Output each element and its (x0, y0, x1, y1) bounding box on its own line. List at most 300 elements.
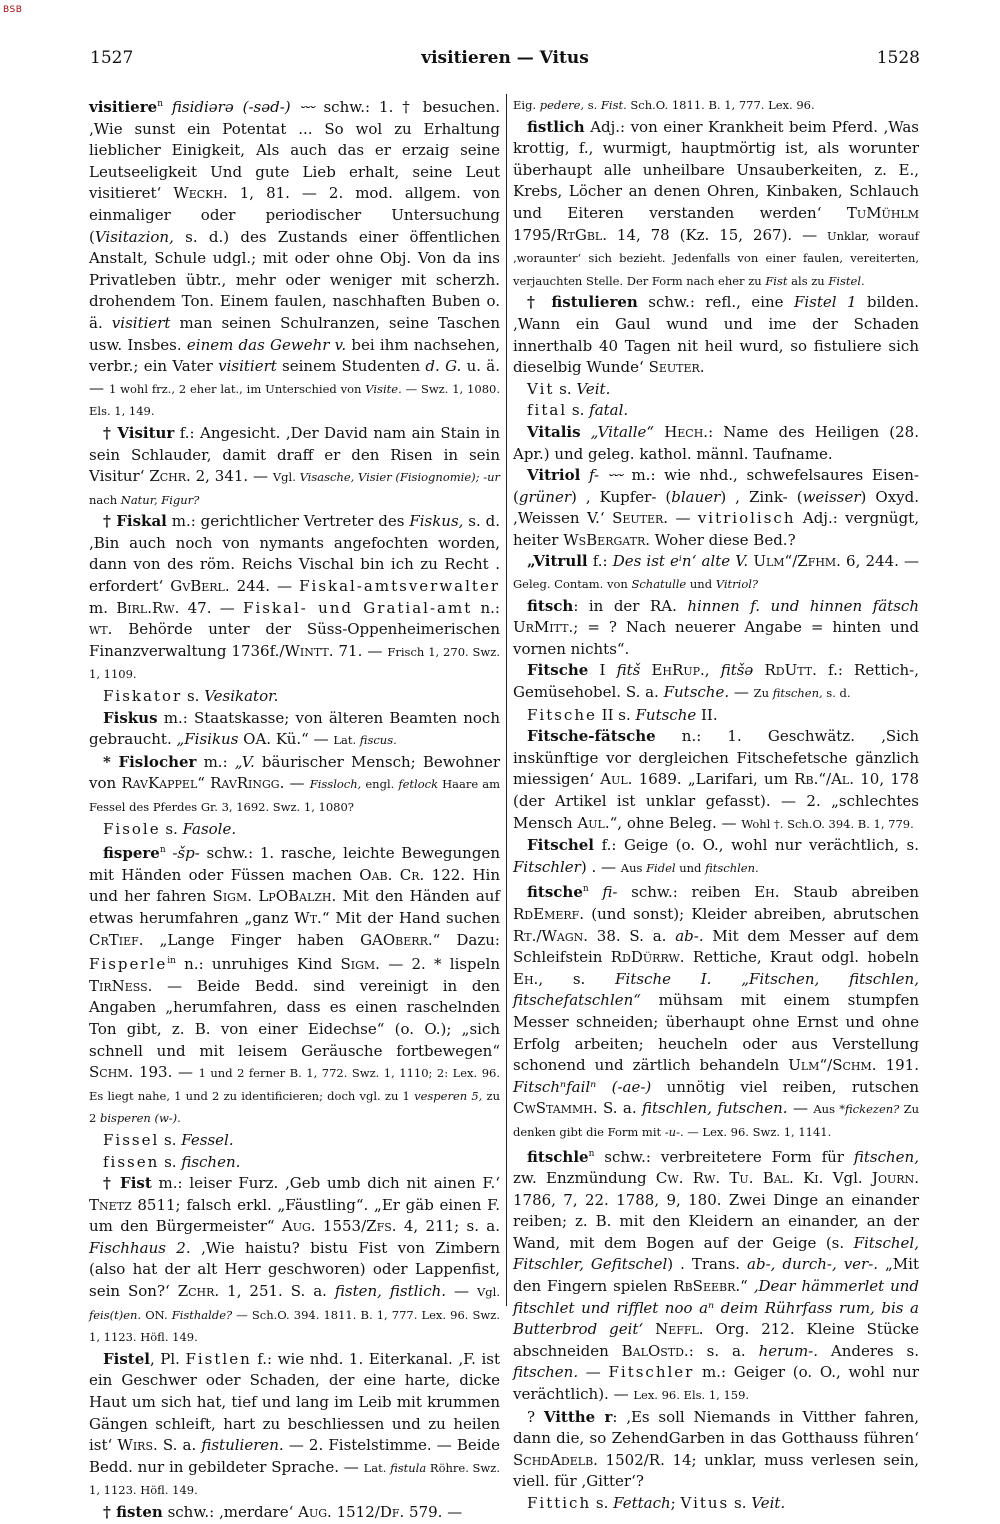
entry-text: “/ (819, 1056, 833, 1075)
entry-text: — 2. * lispeln (379, 955, 500, 974)
entry-text: Röhre. Swz. 1, 1123. Höfl. 149. (89, 1460, 500, 1498)
entry-text: — (668, 509, 698, 528)
entry-text: Journ. (872, 1169, 919, 1188)
entry-text: pedere, (539, 98, 585, 112)
entry-text: Fitsche I. (615, 969, 712, 988)
entry-text: fetlock (398, 777, 439, 792)
entry-text: Schatulle (631, 577, 687, 592)
entry-text: einem das Gewehr v. (186, 335, 347, 354)
entry-text: ab-. (675, 926, 704, 945)
entry-text: Fischhaus 2. (89, 1238, 191, 1257)
entry-text: Zu (753, 686, 773, 701)
entry-text: 6, 244. — (840, 552, 919, 571)
entry-headword: fitsch (527, 596, 574, 615)
entry-text: fistula (390, 1460, 427, 1475)
dictionary-entry (513, 292, 919, 378)
entry-text: , Pl. (149, 1349, 186, 1368)
entry-text: Veit. (576, 379, 611, 398)
entry-text: Mit dem Messer auf dem Schleifstein (513, 926, 919, 967)
entry-text: blauer (671, 487, 721, 506)
entry-headword: fitschle (527, 1147, 589, 1166)
entry-text: fatal. (589, 401, 629, 420)
entry-text: Eh. (754, 883, 780, 902)
entry-text: Vit (527, 379, 555, 398)
entry-text: s. d.) des Zustands einer öffentlichen Anstalt, Schule udgl.; mit oder ohne Obj. Von da ins Privatleben übtr., mehr oder weniger mit scherzh. drohendem Ton. Einem faulen, naschhaften Buben o. ä. (89, 227, 500, 332)
entry-text: Fistlen (185, 1349, 252, 1368)
entry-text: 47. — (179, 598, 244, 617)
dictionary-entry (513, 400, 919, 422)
entry-headword: Fitsche-fätsche (527, 727, 656, 746)
entry-text: Vgl. (476, 1285, 500, 1300)
dictionary-entry (513, 1407, 919, 1493)
entry-text: Ulm (788, 1056, 820, 1075)
entry-text: Fiskal- und Gratial-amt (243, 598, 473, 617)
entry-text: Fist. (600, 98, 627, 112)
entry-text: f- ⏑⏑⏑ (589, 466, 623, 485)
entry-text: und (675, 860, 706, 875)
entry-text: Oab. Cr. (359, 865, 425, 884)
entry-text: Vgl. (272, 470, 300, 485)
entry-text: ) , Kupfer- ( (571, 487, 672, 506)
entry-text: ) Oxyd. ‚Weissen V.‘ (513, 487, 919, 528)
entry-text: 191. (876, 1056, 919, 1075)
entry-text: f.: (587, 552, 613, 571)
entry-text: Fissloch, (309, 777, 362, 792)
entry-text: fischen. (181, 1152, 241, 1171)
entry-text: visitiert (111, 313, 171, 332)
entry-text: fisten, fistlich. (334, 1282, 447, 1301)
entry-text: 8511; falsch erkl. „Fäustling“. „Er gäb einen F. um den Bürgermeister“ (89, 1195, 500, 1236)
entry-text: und (686, 577, 716, 592)
entry-text: fitšə (720, 661, 754, 680)
entry-text: s. (159, 1152, 182, 1171)
entry-text: Fiskator (103, 687, 183, 706)
entry-text: bäurischer Mensch; Bewohner von (89, 752, 500, 793)
entry-text: 1689. „Larifari, um (632, 770, 795, 789)
dictionary-entry (513, 705, 919, 727)
entry-text: Adj.: von einer Krankheit beim Pferd. ‚Was krottig, f., wurmigt, hauptmörtig ist, als worunter überhaupt alle unheilbare Unsauberkeiten, z. E., Krebs, Löcher an denen Ohren, Kinbaken, Schlauch und Eiteren verstanden werden‘ (513, 117, 919, 222)
dictionary-entry (89, 1349, 500, 1502)
entry-text: Birl.Rw. (116, 598, 180, 617)
dictionary-entry (89, 686, 500, 708)
right-column (513, 94, 919, 1515)
entry-text: s. (182, 687, 205, 706)
entry-text: , s. (538, 969, 616, 988)
dictionary-entry (513, 94, 919, 117)
entry-text: fital (527, 401, 568, 420)
entry-text: ? (527, 1407, 544, 1426)
entry-text: s. (567, 401, 590, 420)
entry-text: — 2. Fistelstimme. — Beide Bedd. nur in gebildeter Sprache. — (89, 1436, 500, 1476)
entry-text: 1502/R. 14; unklar, muss verlesen sein, viell. für ‚Gitter‘? (513, 1450, 919, 1491)
entry-text: Zfhm. (797, 552, 841, 571)
entry-text: ; (670, 1494, 681, 1512)
entry-text: — (787, 1099, 814, 1118)
entry-text: TuMühlm (846, 203, 919, 222)
entry-text: Mit den Händen auf etwas herumfahren „ganz (89, 887, 500, 927)
entry-text: f.: Geige (o. O., wohl nur verächtlich, s. (594, 836, 919, 855)
entry-headword: † Fist (103, 1174, 152, 1193)
entry-text: II s. (596, 705, 636, 724)
entry-text: „Vitalle“ (590, 422, 655, 441)
entry-text: Wohl †. Sch.O. 394. B. 1, 779. (741, 816, 914, 831)
entry-text (581, 423, 591, 441)
entry-text: Vitriol? (715, 577, 759, 592)
entry-text: Ulm (753, 552, 785, 571)
entry-text: ) . Trans. (667, 1255, 748, 1274)
entry-text (654, 423, 664, 441)
entry-text: schw.: ‚merdare‘ (162, 1503, 299, 1521)
entry-text: fitschen. (513, 1363, 579, 1382)
entry-text (163, 98, 172, 116)
entry-text: Natur, Figur? (120, 492, 200, 507)
dictionary-entry (89, 1152, 500, 1174)
entry-text: s. (160, 819, 183, 838)
entry-text: s. (584, 98, 601, 112)
superscript: in (167, 956, 176, 967)
dictionary-entry (89, 1502, 500, 1524)
entry-text: TirNess. (89, 976, 153, 995)
dictionary-entry (513, 879, 919, 1143)
entry-text: Seuter. (648, 358, 705, 377)
entry-text: GvBerl. (170, 577, 230, 596)
entry-text: “ (740, 1277, 754, 1296)
entry-text: 1 wohl frz., 2 eher lat., im Unterschied von (108, 381, 366, 396)
entry-text: seinem Studenten (276, 357, 426, 376)
entry-headword: * Fislocher (103, 752, 197, 771)
entry-text: Fistel 1 (793, 293, 857, 312)
entry-text: Fessel. (181, 1130, 234, 1149)
entry-text: Lat. (333, 733, 360, 748)
entry-text: man seinen Schulranzen, seine Taschen usw. Insbes. (89, 313, 500, 354)
entry-text: 38. S. a. (588, 926, 676, 945)
entry-text: Aul. (600, 770, 633, 789)
entry-text: Des ist eⁱn‘ alte V. (612, 552, 749, 571)
entry-text: engl. (361, 777, 399, 792)
dictionary-entry (513, 726, 919, 835)
dictionary-entry (89, 752, 500, 819)
entry-text: “/ (818, 770, 832, 789)
entry-text: Al. (831, 770, 854, 789)
entry-text: Fisole (103, 819, 161, 838)
entry-text: schw.: 1. † besuchen. ‚Wie sunst ein Potentat ... So wol zu Erhaltung lieblicher Einigkeit, Als auch das er erzaig seine Leutseeligkeit Und gute Lieb erhalt, seine Leut visitieret‘ (89, 98, 500, 203)
entry-text: 71. — (333, 641, 388, 660)
entry-text: Eh. (513, 969, 539, 988)
entry-text: f.: wie nhd. 1. Eiterkanal. ‚F. ist ein Geschwer oder Schaden, der eine harte, dicke Haut um sich hat, tief und lang im Leib mit krummen Gängen schleift, hart zu beschliessen und zu heilen ist‘ (89, 1349, 500, 1455)
entry-headword: visitiere (89, 98, 158, 116)
entry-text: Fittich (527, 1494, 592, 1512)
entry-text: fitschen, (772, 686, 823, 701)
entry-text: 1786, 7, 22. 1788, 9, 180. Zwei Dinge an einander reiben; z. B. mit den Kleidern an einander, an der Wand, mit dem Bogen auf der Geige (s. (513, 1190, 919, 1252)
entry-text: Rb. (794, 770, 819, 789)
entry-text: fistulieren. (201, 1436, 284, 1455)
entry-text: Fissel (103, 1130, 160, 1149)
library-corner-mark: BSB (3, 5, 23, 15)
entry-text: CwStammh. (513, 1099, 598, 1118)
entry-text: Woher diese Bed.? (650, 530, 796, 549)
dictionary-entry (513, 551, 919, 595)
entry-text: GAOberr. (360, 930, 433, 949)
entry-headword: fitsche (527, 883, 583, 902)
entry-text: Zu denken gibt die Form mit (513, 1102, 919, 1139)
entry-text: — (729, 683, 754, 702)
entry-headword: † fistulieren (527, 293, 638, 312)
entry-text: 14, 78 (Kz. 15, 267). — (607, 225, 827, 244)
entry-text: 2, 341. — (190, 467, 273, 486)
entry-text: Zchr. (149, 467, 191, 486)
entry-text: fiscus. (359, 733, 397, 748)
dictionary-entry (89, 708, 500, 752)
entry-text: Schm. (89, 1063, 134, 1082)
dictionary-entry (89, 423, 500, 511)
entry-text: s. d. (822, 686, 851, 701)
entry-text: Vesikator. (204, 687, 279, 706)
entry-text: RdDürrw. (610, 948, 685, 967)
entry-text: bei ihm nachsehen, verbr.; ein Vater (89, 335, 501, 376)
entry-text: fisidiərə (-səd-) ⏑⏑⏑ (171, 98, 315, 116)
entry-text: Visitazion, (94, 227, 174, 246)
entry-text: m. (89, 598, 117, 617)
entry-text: fissen (103, 1152, 160, 1171)
entry-text: UrMitt. (513, 618, 574, 637)
entry-text: Org. 212. Kleine Stücke abschneiden (513, 1320, 919, 1360)
dictionary-entry (89, 511, 500, 686)
entry-text: als zu (787, 273, 829, 288)
entry-text: “ Dazu: (432, 930, 500, 949)
entry-text: visitiert (218, 357, 277, 376)
entry-text: : ‚Es soll Niemands in Vitther fahren, dann die, so ZehendGarben in das Gotthauss führen‘ (513, 1407, 919, 1448)
entry-text: hinnen f. und hinnen fätsch (687, 596, 919, 615)
entry-text: Sigm. LpOBalzh. (212, 887, 337, 906)
left-column (89, 94, 500, 1524)
entry-text: 244. — (229, 577, 300, 596)
entry-text: bilden. ‚Wann ein Gaul wund und ime der Schaden innerthalb 40 Tagen nit heil wurd, so fistuliere sich dieselbig Wunde‘ (513, 293, 920, 377)
entry-headword: „Vitrull (527, 552, 588, 571)
entry-text: s. (554, 379, 577, 398)
entry-text: 4, 211; s. a. (396, 1217, 501, 1236)
entry-text: “/ (784, 552, 798, 571)
entry-text: Sigm. (340, 955, 380, 974)
entry-text: n.: 1. Geschwätz. ‚Sich inskünftige vor dergleichen Fitschefetsche gänzlich miessigen‘ (513, 727, 919, 789)
entry-text: s. (159, 1130, 182, 1149)
dictionary-entry (513, 1144, 919, 1407)
entry-text: Fistel. (828, 273, 865, 288)
entry-text: fitš (616, 661, 641, 680)
dictionary-entry (89, 1173, 500, 1349)
entry-text: 10, 178 (der Artikel ist unklar gefasst). — 2. „schlechtes Mensch (513, 770, 919, 832)
entry-text: schw.: reiben (617, 883, 755, 902)
entry-text: Fitschler (608, 1363, 695, 1382)
entry-text: Visasche, Visier (Fisiognomie); -ur (299, 470, 500, 485)
entry-text: Aus (620, 860, 647, 875)
entry-text: mühsam mit einem stumpfen Messer schneiden; überhaupt ohne Ernst und ohne Erfolg arbeiten; heucheln oder aus Verstellung schonend und zärtlich behandeln (513, 991, 919, 1075)
entry-text: Aul. (577, 813, 610, 832)
entry-text: schw.: verbreitetere Form für (594, 1147, 854, 1166)
entry-text: ; = ? Nach neuerer Angabe = hinten und vornen nichts“. (513, 618, 919, 658)
dictionary-entry (89, 840, 500, 1130)
entry-text: 193. — (133, 1063, 199, 1082)
entry-headword: † Visitur (103, 423, 175, 442)
entry-text: 1553/ (315, 1217, 367, 1236)
entry-text: RtGbl. (556, 225, 608, 244)
entry-text: wt. (89, 620, 113, 639)
entry-text: Vgl. (823, 1169, 872, 1188)
entry-text: Schm. (832, 1056, 877, 1075)
entry-text (580, 466, 589, 484)
entry-text: Fitsche (527, 705, 597, 724)
entry-text: Fidel (646, 860, 676, 875)
entry-text: fi- (602, 883, 618, 902)
entry-headword: Vitriol (527, 466, 581, 485)
entry-text: Fettach (613, 1494, 671, 1512)
entry-text: Frisch 1, 270. Swz. 1, 1109. (89, 644, 500, 682)
entry-text: -šp- (172, 844, 200, 863)
entry-text: — (578, 1363, 609, 1382)
entry-text: “ (197, 774, 211, 793)
entry-headword: Fitsche (527, 661, 589, 680)
entry-text: m.: Geiger (o. O., wohl nur verächtlich). — (513, 1363, 919, 1404)
entry-headword: † fisten (103, 1503, 163, 1521)
entry-text: ) , Zink- ( (720, 487, 803, 506)
entry-text: u. ä. — (89, 357, 500, 397)
entry-text: Lat. (363, 1460, 391, 1475)
entry-headword: Fiskus (103, 708, 158, 727)
entry-text: ) . — (580, 857, 621, 876)
entry-text: RdEmerf. (513, 904, 585, 923)
entry-text: feis(t)en. (89, 1307, 142, 1322)
entry-text: Fisperle (89, 955, 168, 974)
page-number-right: 1528 (876, 48, 920, 68)
entry-text: m.: wie nhd., schwefelsaures Eisen- ( (513, 466, 919, 506)
entry-text: RbSeebr. (673, 1277, 741, 1296)
entry-text: zu 2 (89, 1088, 501, 1126)
entry-text: S. a. (157, 1436, 202, 1455)
entry-text: Hech. (664, 422, 709, 441)
entry-text: 1512/ (331, 1503, 380, 1521)
entry-text: f.: Angesicht. ‚Der David nam ain Stain in sein Schlauder, damit draff er den Risen in sein Visitur‘ (89, 423, 500, 486)
dictionary-entry (513, 465, 919, 551)
entry-headword: Fistel (103, 1349, 150, 1368)
entry-text (589, 883, 603, 901)
entry-text: 1 und 2 ferner B. 1, 772. Swz. 1, 1110; 2: Lex. 96. Es liegt nahe, 1 und 2 zu identificieren; doch vgl. zu 1 (89, 1066, 500, 1103)
dictionary-entry (89, 1130, 500, 1152)
column-divider (506, 94, 507, 1306)
entry-text: „Fitschen, fitschlen, fitschefatschlen“ (513, 969, 919, 1010)
entry-text: Fasole. (182, 819, 237, 838)
entry-text: bisperen (w-). (99, 1111, 181, 1126)
entry-text: Cw. Rw. Tu. Bal. Ki. (655, 1169, 824, 1188)
entry-text: 1795/ (513, 225, 557, 244)
entry-text: Aug. (281, 1217, 316, 1236)
entry-text: m.: (196, 752, 235, 771)
entry-text: Weckh. (173, 184, 228, 203)
entry-text: Sch.O. 1811. B. 1, 777. Lex. 96. (626, 98, 815, 112)
entry-text: m.: Staatskasse; von älteren Beamten noch gebraucht. (89, 708, 500, 749)
dictionary-entry (89, 94, 500, 423)
entry-text: 1, 81. — 2. mod. allgem. von einmaliger oder periodischer Untersuchung ( (89, 184, 500, 246)
entry-text: II. (696, 705, 718, 724)
entry-text: Unklar, worauf ‚woraunter‘ sich bezieht. Jedenfalls von einer faulen, vereiterten, verjauchten Stelle. Der Form nach eher zu (513, 228, 919, 288)
entry-text: Fitschler (513, 857, 581, 876)
entry-text: fitschlen. (705, 860, 759, 875)
entry-text: unnötig viel reiben, rutschen (651, 1077, 919, 1096)
entry-text: weisser (802, 487, 861, 506)
entry-text: Fisthalde? (171, 1307, 233, 1322)
entry-text: ab-, durch-, ver-. (747, 1255, 879, 1274)
entry-text: : in der RA. (573, 596, 688, 615)
entry-text: „Lange Finger haben (143, 930, 361, 949)
superscript: n (159, 845, 166, 856)
entry-text (643, 1320, 655, 1338)
entry-text: herum-. (758, 1341, 819, 1360)
entry-text: f.: Rettich-, Gemüsehobel. S. a. (513, 661, 919, 702)
entry-text: — Beide Bedd. sind vereinigt in den Angaben „herumfahren, dass es einen raschelnden Ton gibt, z. B. von einer Eidechse“ (o. O.); „sich schnell und mit leisem Geräusche fortbewegen“ (89, 976, 500, 1060)
entry-text: s. (729, 1494, 752, 1512)
entry-headword: fistlich (527, 117, 585, 136)
entry-text: d. G. (425, 357, 462, 376)
entry-text: WsBergatr. (563, 530, 650, 549)
entry-text: Behörde unter der Süss-Oppenheimerischen Finanzverwaltung 1736f./ (89, 620, 500, 660)
entry-text: fitschlen, futschen. (642, 1099, 788, 1118)
entry-text: Fitschel, Fitschler, Gefitschel (513, 1233, 919, 1274)
superscript: n (582, 884, 589, 895)
entry-text: schw.: refl., eine (637, 293, 794, 312)
entry-text: Wirs. (117, 1436, 158, 1455)
entry-text: schw.: 1. rasche, leichte Bewegungen mit Händen oder Füssen machen (89, 844, 500, 884)
entry-text: I (588, 661, 617, 680)
dictionary-entry (513, 117, 919, 293)
entry-headword: fispere (103, 844, 160, 863)
entry-text: Fist (765, 273, 788, 288)
entry-headword: Fitschel (527, 836, 595, 855)
entry-text: ‚Dear hämmerlet und fitschlet und rifflet noo aⁿ deim Rührfass rum, bis a Butterbrod geit‘ (513, 1277, 920, 1339)
entry-text: : Name des Heiligen (28. Apr.) und geleg. kathol. männl. Taufname. (513, 422, 919, 463)
entry-text: s. d. ‚Bin auch noch von nymants angefochten worden, dann von des röm. Reichs Vischal bin ich zu Recht . erfordert‘ (89, 512, 501, 596)
entry-text: vitriolisch (697, 509, 796, 528)
entry-text: , (704, 661, 721, 680)
entry-text: Seuter. (612, 509, 669, 528)
entry-text (711, 970, 741, 988)
entry-text: -u-. (664, 1124, 684, 1139)
entry-text: Haare am Fessel des Pferdes Gr. 3, 1692. Swz. 1, 1080? (89, 777, 500, 814)
entry-text: Staub abreiben (779, 883, 919, 902)
entry-text: Visite. (365, 381, 402, 396)
entry-text: Futsche (635, 705, 697, 724)
dictionary-entry (513, 660, 919, 704)
entry-text: Fiskus, (409, 512, 464, 531)
entry-text: “ Mit der Hand suchen (321, 908, 500, 927)
entry-text: ON. (141, 1307, 172, 1322)
entry-text: Aus (813, 1102, 840, 1117)
entry-text: zw. Enzmündung (513, 1169, 656, 1188)
entry-text: SchdAdelb. (513, 1450, 598, 1469)
entry-text: — Sch.O. 394. 1811. B. 1, 777. Lex. 96. Swz. 1, 1123. Höfl. 149. (89, 1307, 500, 1345)
entry-text: Lex. 96. Els. 1, 159. (633, 1388, 750, 1403)
entry-text: „Fisikus (176, 730, 239, 749)
entry-text: Zfs. (366, 1217, 397, 1236)
running-title: visitieren — Vitus (421, 48, 589, 68)
entry-text: Neffl. (655, 1320, 704, 1339)
entry-text: Eig. (513, 98, 540, 112)
dictionary-entry (513, 422, 919, 465)
entry-text: — Swz. 1, 1080. Els. 1, 149. (89, 381, 500, 419)
entry-text: CrTief. (89, 930, 144, 949)
entry-text: m.: leiser Furz. ‚Geb umb dich nit ainen F.‘ (151, 1174, 500, 1193)
dictionary-entry (513, 835, 919, 879)
dictionary-entry (513, 596, 919, 661)
entry-text: Adj.: vergnügt, heiter (513, 509, 919, 549)
entry-text: 579. — (404, 1503, 463, 1521)
